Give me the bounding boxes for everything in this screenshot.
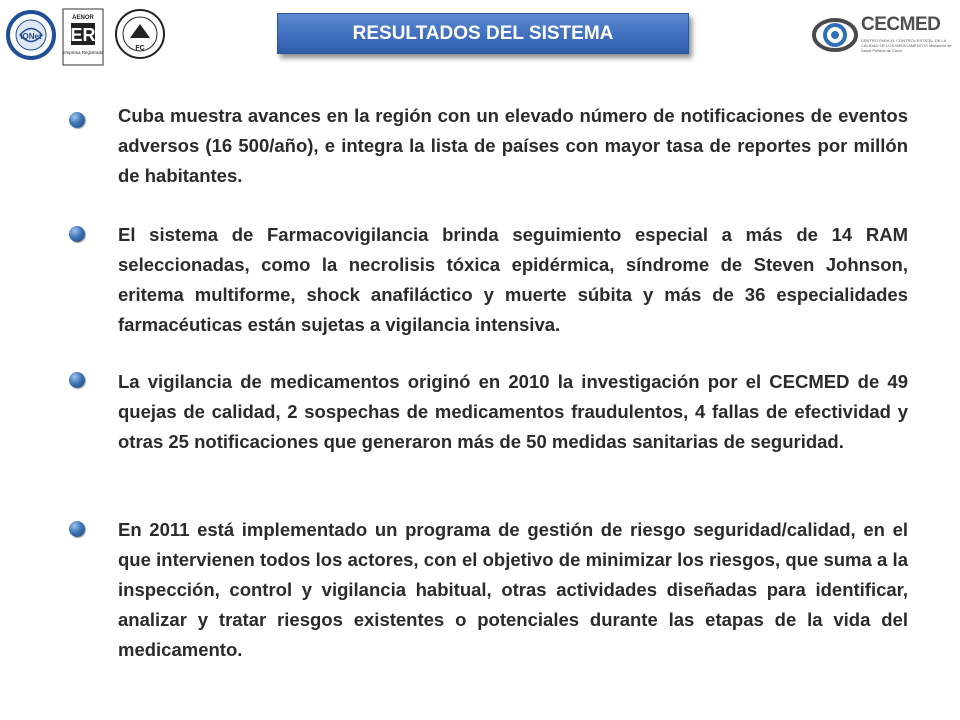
aenor-logo [62, 8, 104, 66]
bullet-text: El sistema de Farmacovigilancia brinda seguimiento especial a más de 14 RAM seleccionadas, como la necrolisis tóxica epidérmica, síndrome de Steven Johnson, eritema multiforme, shock anafiláctico y muerte súbita y más de 36 especialidades farmacéuticas están sujetas a vigilancia intensiva. [118, 224, 908, 335]
bullet-icon [69, 112, 85, 128]
svg-text:IQNet: IQNet [20, 32, 42, 41]
bullet-icon [69, 372, 85, 388]
svg-text:Empresa Registrada: Empresa Registrada [62, 50, 104, 55]
cecmed-logo [812, 10, 952, 62]
bullet-text: Cuba muestra avances en la región con un elevado número de notificaciones de eventos adversos (16 500/año), e integra la lista de países con mayor tasa de reportes por millón de habitantes. [118, 105, 908, 186]
certification-logos [6, 8, 170, 66]
iqnet-logo [6, 8, 56, 66]
bullet-icon [69, 226, 85, 242]
cecmed-name: CECMED [861, 14, 941, 35]
fc-seal-logo [110, 8, 170, 64]
bullet-text: En 2011 está implementado un programa de gestión de riesgo seguridad/calidad, en el que intervienen todos los actores, con el objetivo de minimizar los riesgos, que suma a la inspección, control y vigilancia habitual, otras actividades diseñadas para identificar, analizar y tratar riesgos existentes o potenciales durante las etapas de la vida del medicamento. [118, 519, 908, 660]
svg-text:FC: FC [135, 45, 145, 52]
svg-text:AENOR: AENOR [72, 15, 94, 21]
svg-text:ER: ER [70, 25, 96, 45]
cecmed-subtitle: CENTRO PARA EL CONTROL ESTATAL DE LA CALIDAD DE LOS MEDICAMENTOS Ministerio de Salud Pública de Cuba [861, 38, 952, 53]
bullet-text: La vigilancia de medicamentos originó en 2010 la investigación por el CECMED de 49 quejas de calidad, 2 sospechas de medicamentos fraudulentos, 4 fallas de efectividad y otras 25 notificaciones que generaron más de 50 medidas sanitarias de seguridad. [118, 371, 908, 452]
page-title: RESULTADOS DEL SISTEMA [277, 13, 689, 54]
eye-icon [812, 12, 858, 58]
bullet-icon [69, 521, 85, 537]
